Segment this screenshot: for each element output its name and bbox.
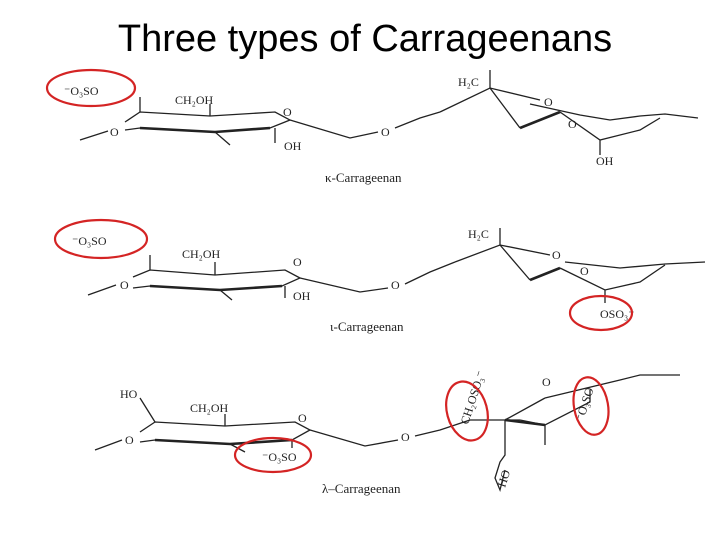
kappa-glycosidic-o-left: O <box>110 125 119 139</box>
lambda-ch2oh-label: CH₂OH <box>190 401 229 415</box>
kappa-o3so-label: ⁻O₃SO <box>64 84 99 98</box>
lambda-ch2oso3-label: CH₂OSO₃⁻ <box>457 368 488 426</box>
iota-h2c-label: H₂C <box>468 227 489 241</box>
iota-ring-oxygen-2: O <box>552 248 561 262</box>
kappa-oh-label-2: OH <box>596 154 614 168</box>
kappa-ch2oh-label: CH₂OH <box>175 93 214 107</box>
lambda-ring-oxygen-1: O <box>298 411 307 425</box>
kappa-h2c-label: H₂C <box>458 75 479 89</box>
lambda-glycosidic-o: O <box>401 430 410 444</box>
lambda-caption: λ–Carrageenan <box>322 481 401 496</box>
lambda-o3so-label: ⁻O₃SO <box>262 450 297 464</box>
iota-carrageenan-structure <box>55 220 705 334</box>
iota-glycosidic-o: O <box>391 278 400 292</box>
kappa-ring-oxygen-1: O <box>283 105 292 119</box>
lambda-ho-label: HO <box>120 387 138 401</box>
lambda-carrageenan-structure <box>95 369 680 496</box>
lambda-o3so-label-2: ⁻O₃SO <box>572 385 597 423</box>
lambda-glycosidic-o-left: O <box>125 433 134 447</box>
iota-ring-oxygen-3: O <box>580 264 589 278</box>
kappa-carrageenan-structure <box>47 70 698 185</box>
slide-title: Three types of Carrageenans <box>117 18 613 60</box>
kappa-caption: κ-Carrageenan <box>325 170 402 185</box>
iota-caption: ι-Carrageenan <box>330 319 404 334</box>
kappa-ring-oxygen-2: O <box>544 95 553 109</box>
iota-ring-oxygen-1: O <box>293 255 302 269</box>
iota-oh-label: OH <box>293 289 311 303</box>
kappa-glycosidic-o: O <box>381 125 390 139</box>
kappa-oh-label-1: OH <box>284 139 302 153</box>
iota-o3so-label: ⁻O₃SO <box>72 234 107 248</box>
kappa-ring-oxygen-3: O <box>568 117 577 131</box>
lambda-ho-label-2: HO <box>494 468 514 489</box>
iota-glycosidic-o-left: O <box>120 278 129 292</box>
iota-ch2oh-label: CH₂OH <box>182 247 221 261</box>
iota-oso3-label: OSO₃⁻ <box>600 307 635 321</box>
lambda-ring-oxygen-2: O <box>542 375 551 389</box>
